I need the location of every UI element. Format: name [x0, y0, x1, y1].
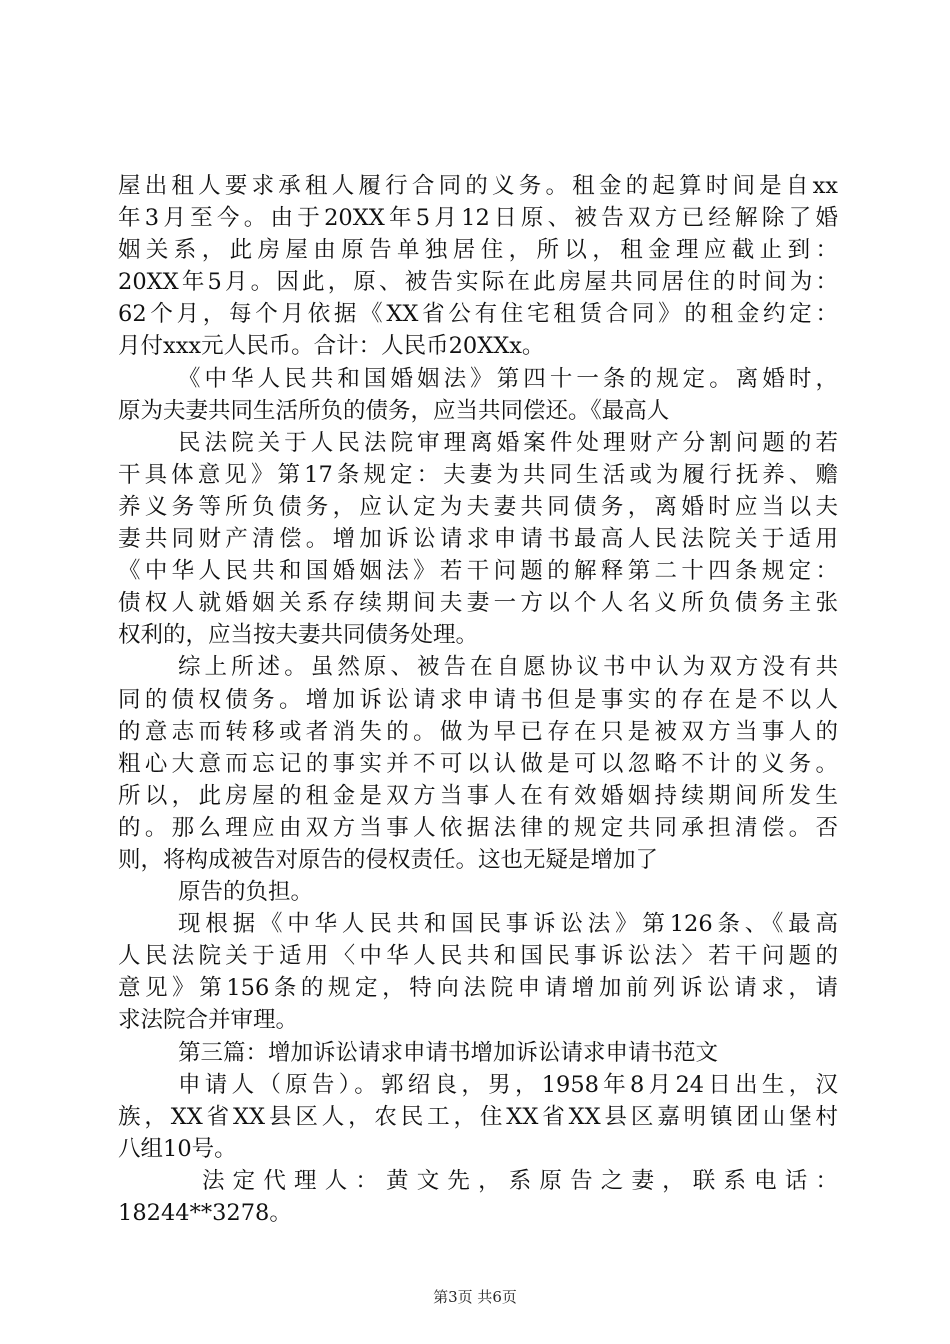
text-line: 申请人（原告）。郭绍良，男，1958年8月24日出生，汉 [178, 1071, 838, 1098]
text-line: 姻关系，此房屋由原告单独居住，所以，租金理应截止到： [118, 237, 838, 264]
text-line: 原为夫妻共同生活所负的债务，应当共同偿还。《最高人 [118, 397, 670, 424]
document-body [118, 170, 838, 1229]
text-line: 20XX年5月。因此，原、被告实际在此房屋共同居住的时间为： [118, 269, 838, 296]
text-line: 的意志而转移或者消失的。做为早已存在只是被双方当事人的 [118, 718, 838, 745]
text-line: 养义务等所负债务，应认定为夫妻共同债务，离婚时应当以夫 [118, 493, 838, 520]
text-line: 现根据《中华人民共和国民事诉讼法》第126条、《最高 [178, 911, 838, 938]
text-line: 同的债权债务。增加诉讼请求申请书但是事实的存在是不以人 [118, 686, 838, 713]
text-line: 屋出租人要求承租人履行合同的义务。租金的起算时间是自xx [118, 173, 838, 199]
text-line: 则，将构成被告对原告的侵权责任。这也无疑是增加了 [118, 846, 659, 873]
text-line: 干具体意见》第17条规定：夫妻为共同生活或为履行抚养、赡 [118, 461, 838, 488]
text-line: 月付xxx元人民币。合计：人民币20XXx。 [118, 333, 545, 360]
text-line: 原告的负担。 [178, 879, 314, 906]
text-line: 18244**3278。 [118, 1200, 292, 1226]
text-line: 求法院合并审理。 [118, 1007, 299, 1034]
text-line: 人民法院关于适用〈中华人民共和国民事诉讼法〉若干问题的 [118, 943, 838, 970]
page-footer: 第3页 共6页 [433, 1288, 517, 1306]
text-line: 的。那么理应由双方当事人依据法律的规定共同承担清偿。否 [118, 814, 838, 841]
section-heading: 第三篇：增加诉讼请求申请书增加诉讼请求申请书范文 [178, 1039, 719, 1066]
text-line: 八组10号。 [118, 1135, 237, 1162]
text-line: 年3月至今。由于20XX年5月12日原、被告双方已经解除了婚 [118, 205, 838, 232]
text-line: 所以，此房屋的租金是双方当事人在有效婚姻持续期间所发生 [118, 782, 838, 809]
text-line: 《中华人民共和国婚姻法》若干问题的解释第二十四条规定： [118, 558, 838, 585]
text-line: 综上所述。虽然原、被告在自愿协议书中认为双方没有共 [178, 654, 838, 681]
text-line: 妻共同财产清偿。增加诉讼请求申请书最高人民法院关于适用 [118, 526, 838, 553]
text-line: 债权人就婚姻关系存续期间夫妻一方以个人名义所负债务主张 [118, 590, 838, 617]
text-line: 民法院关于人民法院审理离婚案件处理财产分割问题的若 [178, 429, 838, 456]
text-line: 62个月，每个月依据《XX省公有住宅租赁合同》的租金约定： [118, 301, 838, 328]
text-line: 意见》第156条的规定，特向法院申请增加前列诉讼请求，请 [118, 975, 838, 1002]
text-line: 族，XX省XX县区人，农民工，住XX省XX县区嘉明镇团山堡村 [118, 1103, 838, 1130]
text-line: 法定代理人：黄文先，系原告之妻，联系电话： [202, 1167, 838, 1194]
text-line: 《中华人民共和国婚姻法》第四十一条的规定。离婚时， [178, 365, 838, 392]
text-line: 权利的，应当按夫妻共同债务处理。 [118, 622, 479, 649]
text-line: 粗心大意而忘记的事实并不可以认做是可以忽略不计的义务。 [118, 750, 838, 777]
